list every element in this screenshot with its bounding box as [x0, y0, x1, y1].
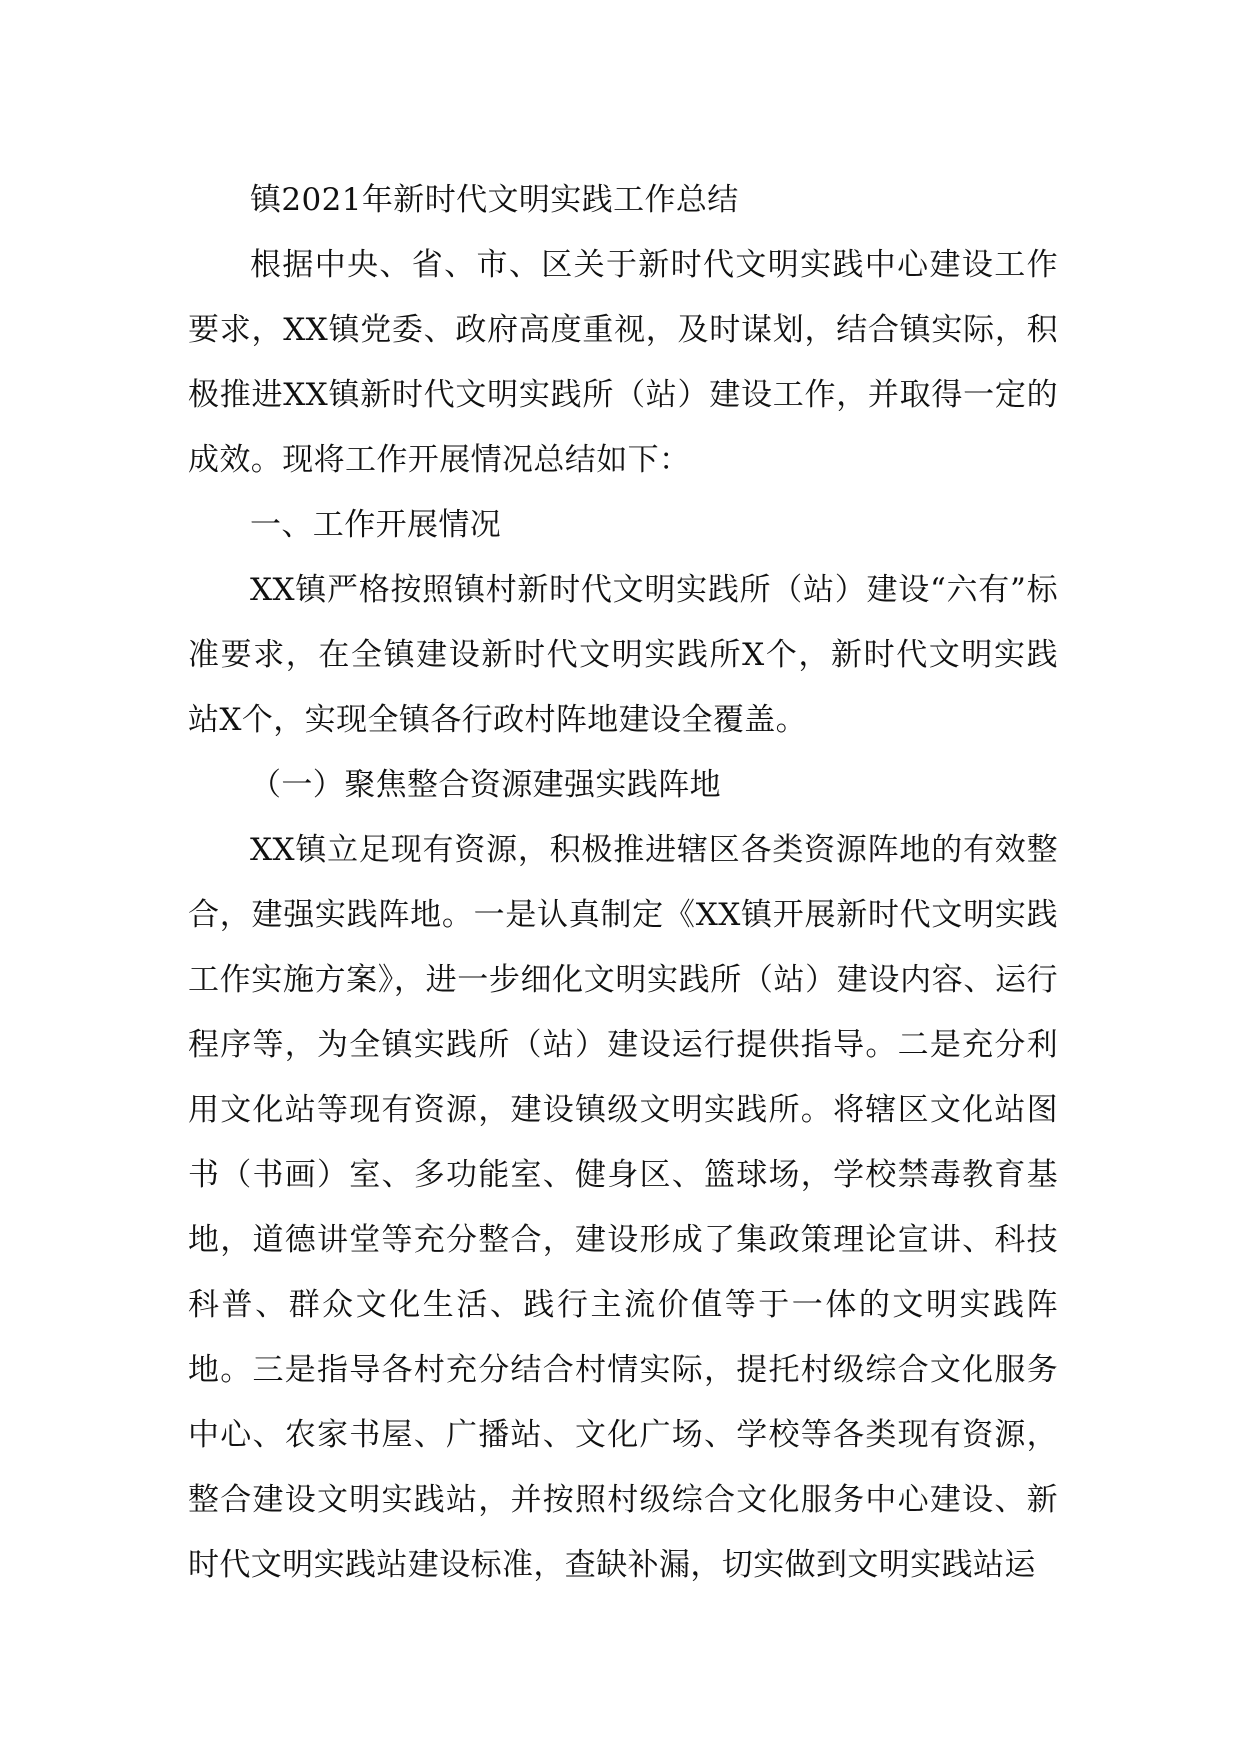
body-paragraph: XX镇立足现有资源，积极推进辖区各类资源阵地的有效整合，建强实践阵地。一是认真制定《XX镇开展新时代文明实践工作实施方案》，进一步细化文明实践所（站）建设内容、运行程序等，为全镇实践所（站）建设运行提供指导。二是充分利用文化站等现有资源，建设镇级文明实践所。将辖区文化站图书（书画）室、多功能室、健身区、篮球场，学校禁毒教育基地，道德讲堂等充分整合，建设形成了集政策理论宣讲、科技科普、群众文化生活、践行主流价值等于一体的文明实践阵地。三是指导各村充分结合村情实际，提托村级综合文化服务中心、农家书屋、广播站、文化广场、学校等各类现有资源，整合建设文明实践站，并按照村级综合文化服务中心建设、新时代文明实践站建设标准，查缺补漏，切实做到文明实践站运 — [188, 832, 1058, 1583]
subsection-heading: （一）聚焦整合资源建强实践阵地 — [250, 767, 721, 803]
section-heading: 一、工作开展情况 — [250, 507, 502, 543]
document-body — [188, 168, 1058, 1598]
body-paragraph: XX镇严格按照镇村新时代文明实践所（站）建设“六有”标准要求，在全镇建设新时代文明实践所X个，新时代文明实践站X个，实现全镇各行政村阵地建设全覆盖。 — [188, 572, 1058, 738]
document-title: 镇2021年新时代文明实践工作总结 — [250, 182, 739, 218]
intro-paragraph: 根据中央、省、市、区关于新时代文明实践中心建设工作要求，XX镇党委、政府高度重视，及时谋划，结合镇实际，积极推进XX镇新时代文明实践所（站）建设工作，并取得一定的成效。现将工作开展情况总结如下： — [188, 247, 1058, 478]
